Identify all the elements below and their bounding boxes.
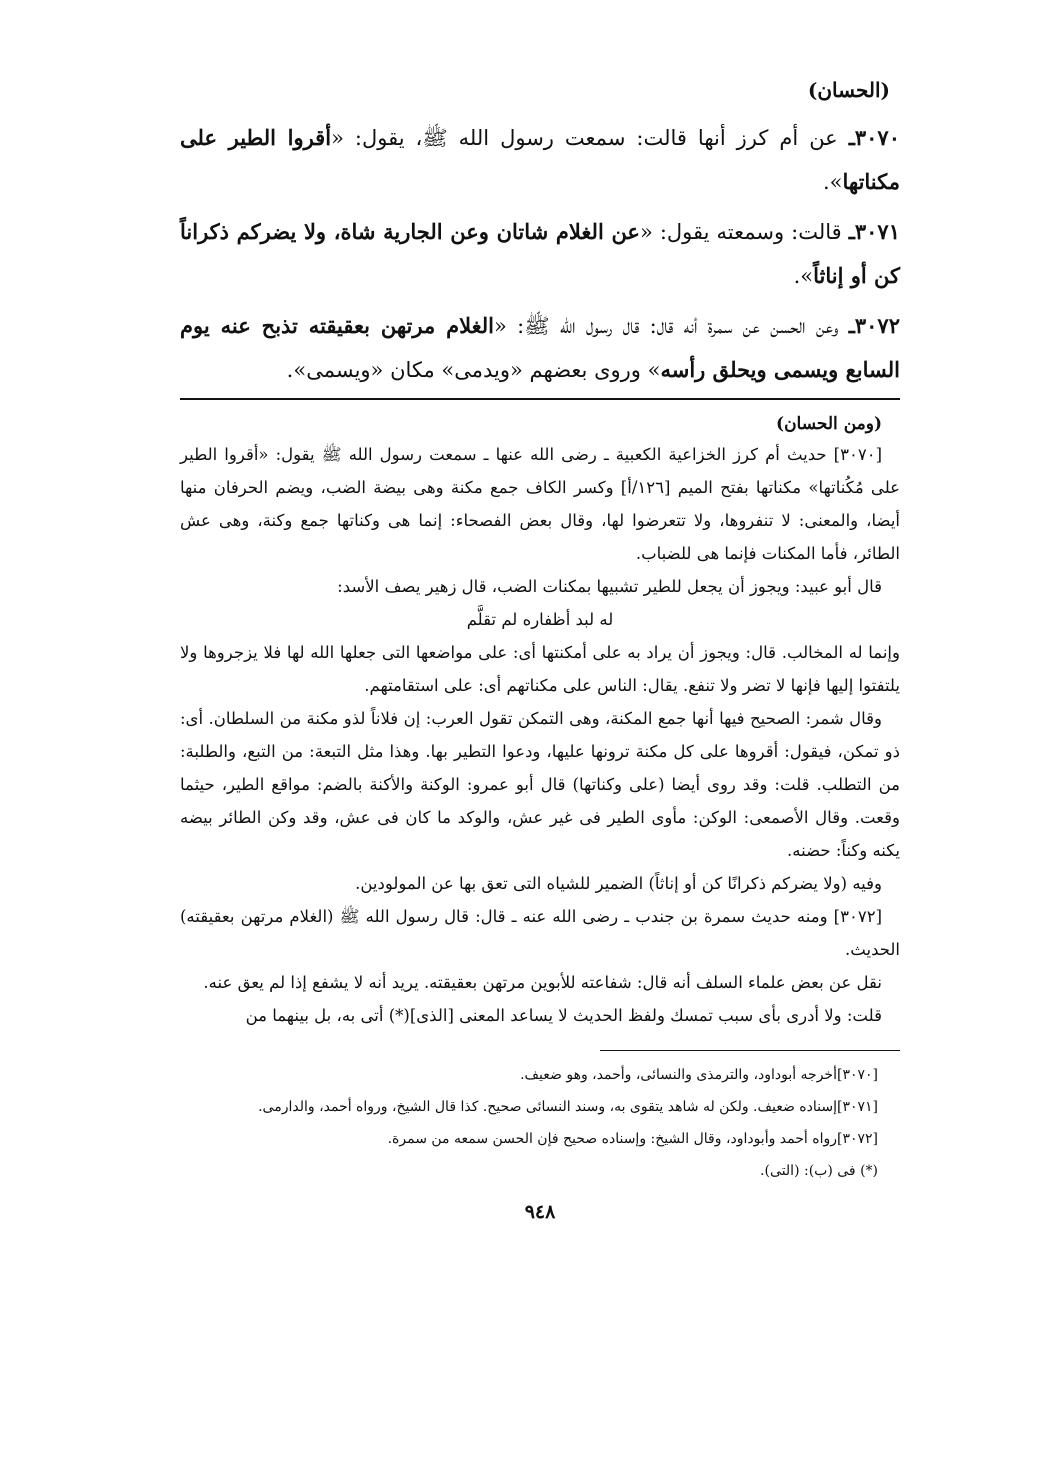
hadith-matn: أقروا الطير على مكناتها	[180, 125, 900, 194]
hadith-matn: عن الغلام شاتان وعن الجارية شاة، ولا يضركم ذكراناً كن أو إناثاً	[180, 219, 900, 288]
hadith-tail: ».	[822, 170, 843, 194]
hadith-tail: ».	[793, 264, 814, 288]
sharh-paragraph: وفيه (ولا يضركم ذكرانًا كن أو إناثاً) الضمير للشياه التى تعق بها عن المولودين.	[355, 874, 882, 893]
hadith-isnad: قالت: وسمعته يقول: «	[639, 220, 842, 244]
hadith-tail: » وروى بعضهم «ويدمى» مكان «ويسمى».	[286, 358, 661, 382]
poetry-verse: له لبد أظفاره لم تقلَّم	[466, 610, 614, 629]
hadith-number: ٣٠٧٠ـ	[848, 125, 900, 150]
section-divider	[180, 398, 900, 400]
sharh-paragraph: نقل عن بعض علماء السلف أنه قال: شفاعته للأبوين مرتهن بعقيقته. يريد أنه لا يشفع إذا لم يعق عنه.	[203, 973, 882, 992]
hadith-number: ٣٠٧٢ـ	[848, 313, 900, 338]
hadith-number: ٣٠٧١ـ	[848, 219, 900, 244]
page	[180, 72, 900, 1223]
sharh-paragraph: وقال شمر: الصحيح فيها أنها جمع المكنة، وهى التمكن تقول العرب: إن فلاناً لذو مكنة من السلطان. أى: ذو تمكن، فيقول: أقروها على كل مكنة ترونها عليها، ودعوا التطير بها. وهذا مثل التبعة: من التبع، والطلبة: من التطلب. قلت: وقد روى أيضا (على وكناتها) قال أبو عمرو: الوكنة والأكنة بالضم: مواقع الطير، حيثما وقعت. وقال الأصمعى: الوكن: مأوى الطير فى غير عش، والوكد ما كان فى عش، وقد وكن الطائر بيضه يكنه وكناً: حضنه.	[180, 709, 900, 860]
sharh-paragraph: وإنما له المخالب. قال: ويجوز أن يراد به على أمكنتها أى: على مواضعها التى جعلها الله لها فلا يزجروها ولا يلتفتوا إليها فإنها لا تضر ولا تنفع. يقال: الناس على مكناتهم أى: على استقامتهم.	[180, 643, 900, 695]
sharh-paragraph: قلت: ولا أدرى بأى سبب تمسك ولفظ الحديث لا يساعد المعنى [الذى](*) أتى به، بل بينهما من	[245, 1006, 882, 1025]
page-number: ٩٤٨	[524, 1201, 556, 1223]
footnote: [٣٠٧٠]أخرجه أبوداود، والترمذى والنسائى، وأحمد، وهو ضعيف.	[520, 1067, 878, 1083]
footnote: (*) فى (ب): (التى).	[760, 1163, 878, 1179]
hadith-3071	[180, 210, 900, 298]
footnote: [٣٠٧٢]رواه أحمد وأبوداود، وقال الشيخ: وإسناده صحيح فإن الحسن سمعه من سمرة.	[387, 1131, 878, 1147]
hadith-3072	[180, 304, 900, 392]
hadith-matn: الغلام مرتهن بعقيقته تذبح عنه يوم السابع ويسمى ويحلق رأسه	[180, 313, 900, 382]
footnote: [٣٠٧١]إسناده ضعيف. ولكن له شاهد يتقوى به، وسند النسائى صحيح. كذا قال الشيخ، ورواه أحمد، والدارمى.	[258, 1099, 878, 1115]
section-title: (الحسان)	[807, 78, 890, 102]
sharh-paragraph: [٣٠٧٢] ومنه حديث سمرة بن جندب ـ رضى الله عنه ـ قال: قال رسول الله ﷺ (الغلام مرتهن بعقيقته) الحديث.	[180, 907, 900, 959]
sharh-paragraph: قال أبو عبيد: ويجوز أن يجعل للطير تشبيها بمكنات الضب، قال زهير يصف الأسد:	[337, 577, 882, 596]
hadith-3070	[180, 116, 900, 204]
hadith-isnad: وعن الحسن عن سمرة أنه قال: قال رسول الله ﷺ: «	[494, 314, 839, 338]
footnote-divider	[600, 1050, 900, 1051]
sharh-paragraph: [٣٠٧٠] حديث أم كرز الخزاعية الكعبية ـ رضى الله عنها ـ سمعت رسول الله ﷺ يقول: «أقروا الطير على مُكُناتها» مكناتها بفتح الميم [١٢٦/أ] وكسر الكاف جمع مكنة وهى بيضة الضب، ويضم الحرفان منها أيضا، والمعنى: لا تنفروها، ولا تتعرضوا لها، وقال بعض الفصحاء: إنما هى وكناتها جمع وكنة، وهى عش الطائر، فأما المكنات فإنما هى للضباب.	[180, 445, 900, 563]
sharh-title: (ومن الحسان)	[776, 414, 882, 434]
hadith-isnad: عن أم كرز أنها قالت: سمعت رسول الله ﷺ، يقول: «	[331, 126, 838, 150]
